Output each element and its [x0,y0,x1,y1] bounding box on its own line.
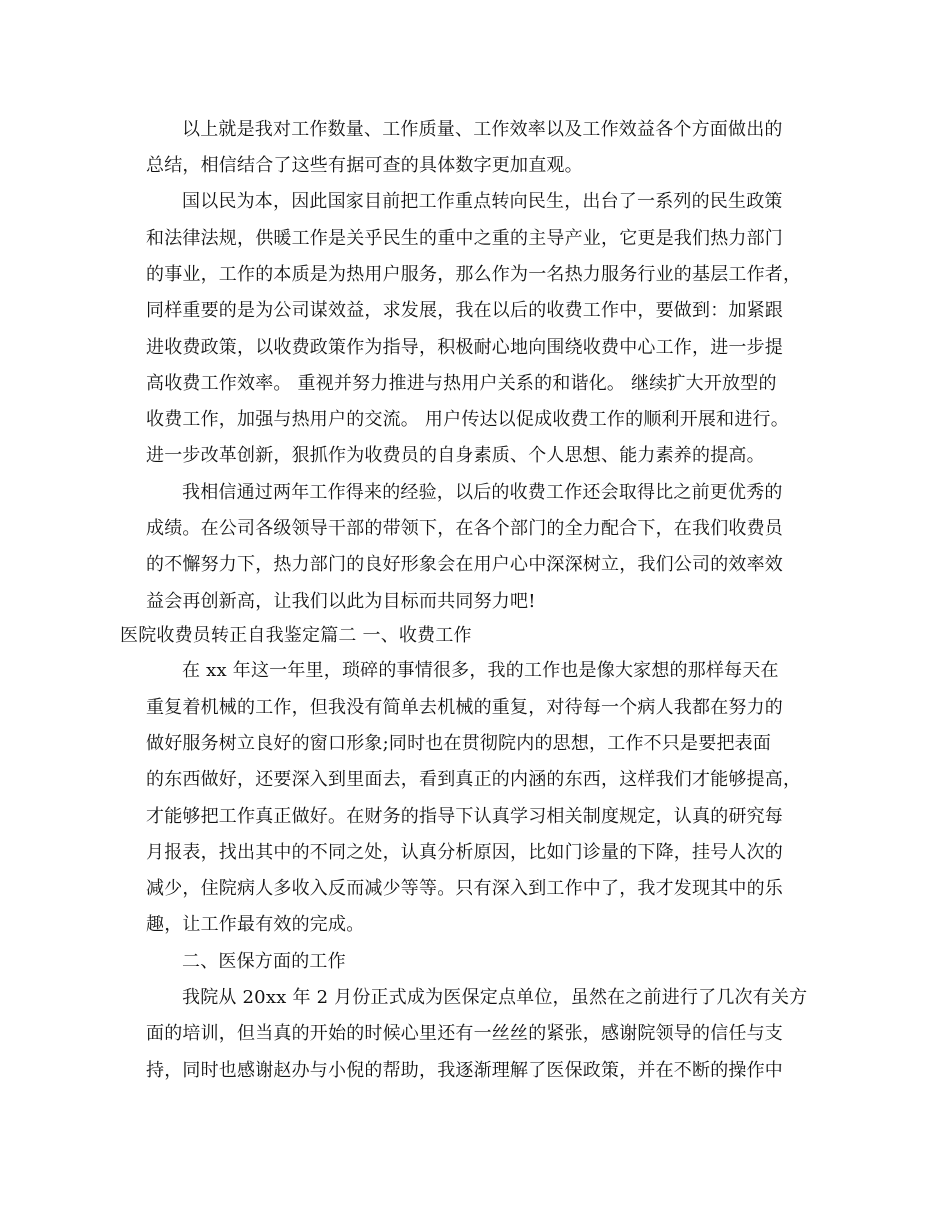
text-line: 总结，相信结合了这些有据可查的具体数字更加直观。 [146,155,583,176]
text-line: 我相信通过两年工作得来的经验，以后的收费工作还会取得比之前更优秀的 [182,482,783,503]
section-heading: 医院收费员转正自我鉴定篇二 一、收费工作 [120,625,472,646]
text-line: 同样重要的是为公司谋效益，求发展，我在以后的收费工作中，要做到：加紧跟 [146,300,783,321]
text-line: 重复着机械的工作，但我没有简单去机械的重复，对待每一个病人我都在努力的 [146,697,783,718]
text-line: 我院从 20xx 年 2 月份正式成为医保定点单位，虽然在之前进行了几次有关方 [182,987,808,1008]
text-line: 才能够把工作真正做好。在财务的指导下认真学习相关制度规定，认真的研究每 [146,806,783,827]
text-line: 的不懈努力下，热力部门的良好形象会在用户心中深深树立，我们公司的效率效 [146,554,783,575]
text-line: 高收费工作效率。 重视并努力推进与热用户关系的和谐化。 继续扩大开放型的 [146,373,777,394]
text-line: 月报表，找出其中的不同之处，认真分析原因，比如门诊量的下降，挂号人次的 [146,842,783,863]
text-line: 成绩。在公司各级领导干部的带领下，在各个部门的全力配合下，在我们收费员 [146,518,783,539]
text-line: 益会再创新高，让我们以此为目标而共同努力吧! [146,591,536,612]
text-line: 的事业，工作的本质是为热用户服务，那么作为一名热力服务行业的基层工作者， [146,264,802,285]
text-line: 和法律法规，供暖工作是关乎民生的重中之重的主导产业，它更是我们热力部门 [146,228,783,249]
text-line: 进一步改革创新，狠抓作为收费员的自身素质、个人思想、能力素养的提高。 [146,445,765,466]
text-line: 以上就是我对工作数量、工作质量、工作效率以及工作效益各个方面做出的 [182,119,783,140]
text-line: 在 xx 年这一年里，琐碎的事情很多，我的工作也是像大家想的那样每天在 [182,660,779,681]
text-line: 进收费政策，以收费政策作为指导，积极耐心地向围绕收费中心工作，进一步提 [146,337,783,358]
text-line: 做好服务树立良好的窗口形象;同时也在贯彻院内的思想，工作不只是要把表面 [146,733,772,754]
text-line: 趣，让工作最有效的完成。 [146,914,365,935]
text-line: 国以民为本，因此国家目前把工作重点转向民生，出台了一系列的民生政策 [182,191,783,212]
subsection-heading: 二、医保方面的工作 [182,951,346,972]
text-line: 收费工作，加强与热用户的交流。 用户传达以促成收费工作的顺利开展和进行。 [146,409,789,430]
text-line: 持，同时也感谢赵办与小倪的帮助，我逐渐理解了医保政策，并在不断的操作中 [146,1060,783,1081]
text-line: 减少，住院病人多收入反而减少等等。只有深入到工作中了，我才发现其中的乐 [146,878,783,899]
text-line: 面的培训，但当真的开始的时候心里还有一丝丝的紧张，感谢院领导的信任与支 [146,1023,783,1044]
text-line: 的东西做好，还要深入到里面去，看到真正的内涵的东西，这样我们才能够提高， [146,769,802,790]
